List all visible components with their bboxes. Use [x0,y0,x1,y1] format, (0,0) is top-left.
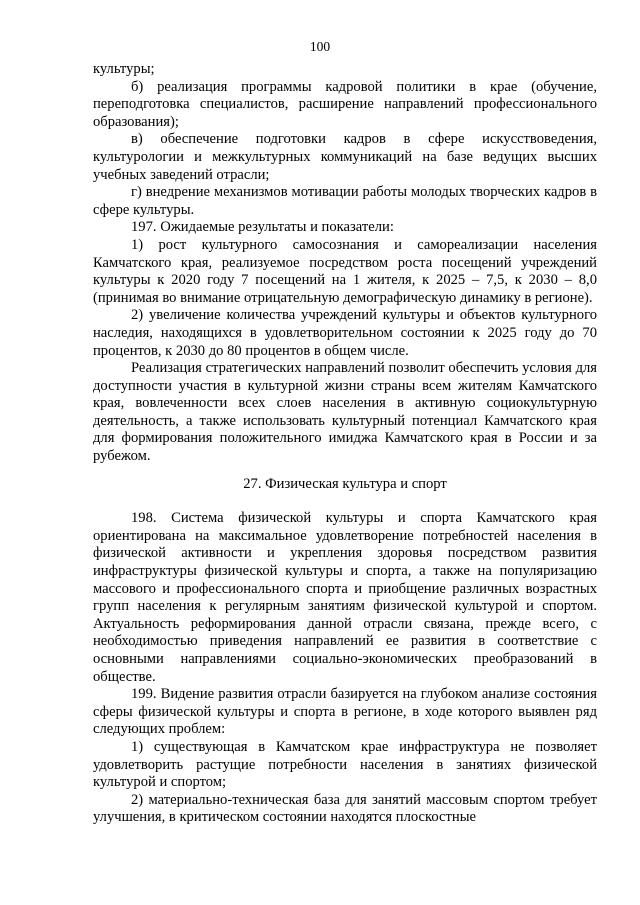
spacer [93,493,597,510]
paragraph: в) обеспечение подготовки кадров в сфере искусствоведения, культурологии и межкультурных коммуникаций на базе ведущих высших учебных заведений отрасли; [93,131,597,183]
paragraph: Реализация стратегических направлений позволит обеспечить условия для доступности участия в культурной жизни страны всем жителям Камчатского края, вовлеченности всех слоев населения в активную социокультурную деятельность, а также использовать культурный потенциал Камчатского края для формирования положительного имиджа Камчатского края в России и за рубежом. [93,360,597,465]
paragraph: 2) увеличение количества учреждений культуры и объектов культурного наследия, находящихся в удовлетворительном состоянии к 2025 году до 70 процентов, к 2030 до 80 процентов в общем числе. [93,307,597,359]
paragraph: 198. Система физической культуры и спорта Камчатского края ориентирована на максимальное удовлетворение потребностей населения в физической активности и укрепления здоровья посредством развития инфраструктуры физической культуры и спорта, а также на популяризацию массового и профессионального спорта и приобщение различных возрастных групп населения к регулярным занятиям физической культурой и спортом. Актуальность реформирования данной отрасли связана, прежде всего, с необходимостью приведения направлений ее развития в соответствие с основными направлениями социально-экономических преобразований в обществе. [93,510,597,685]
paragraph: г) внедрение механизмов мотивации работы молодых творческих кадров в сфере культуры. [93,184,597,218]
section-heading: 27. Физическая культура и спорт [243,475,447,492]
page-number: 100 [309,39,331,54]
paragraph: 199. Видение развития отрасли базируется на глубоком анализе состояния сферы физической культуры и спорта в регионе, в ходе которого выявлен ряд следующих проблем: [93,686,597,738]
paragraph: 1) рост культурного самосознания и самореализации населения Камчатского края, реализуемое посредством роста посещений учреждений культуры к 2020 году 7 посещений на 1 жителя, к 2025 – 7,5, к 2030 – 8,0 (принимая во внимание отрицательную демографическую динамику в регионе). [93,236,597,306]
paragraph: 2) материально-техническая база для занятий массовым спортом требует улучшения, в критическом состоянии находятся плоскостные [93,791,597,826]
paragraph: б) реализация программы кадровой политики в крае (обучение, переподготовка специалистов, расширение направлений профессионального образования); [93,78,597,130]
paragraph: 197. Ожидаемые результаты и показатели: [131,219,394,236]
paragraph: культуры; [93,61,155,77]
document-body [93,61,597,827]
paragraph: 1) существующая в Камчатском крае инфраструктура не позволяет удовлетворить растущие потребности населения в занятиях физической культурой и спортом; [93,738,597,791]
